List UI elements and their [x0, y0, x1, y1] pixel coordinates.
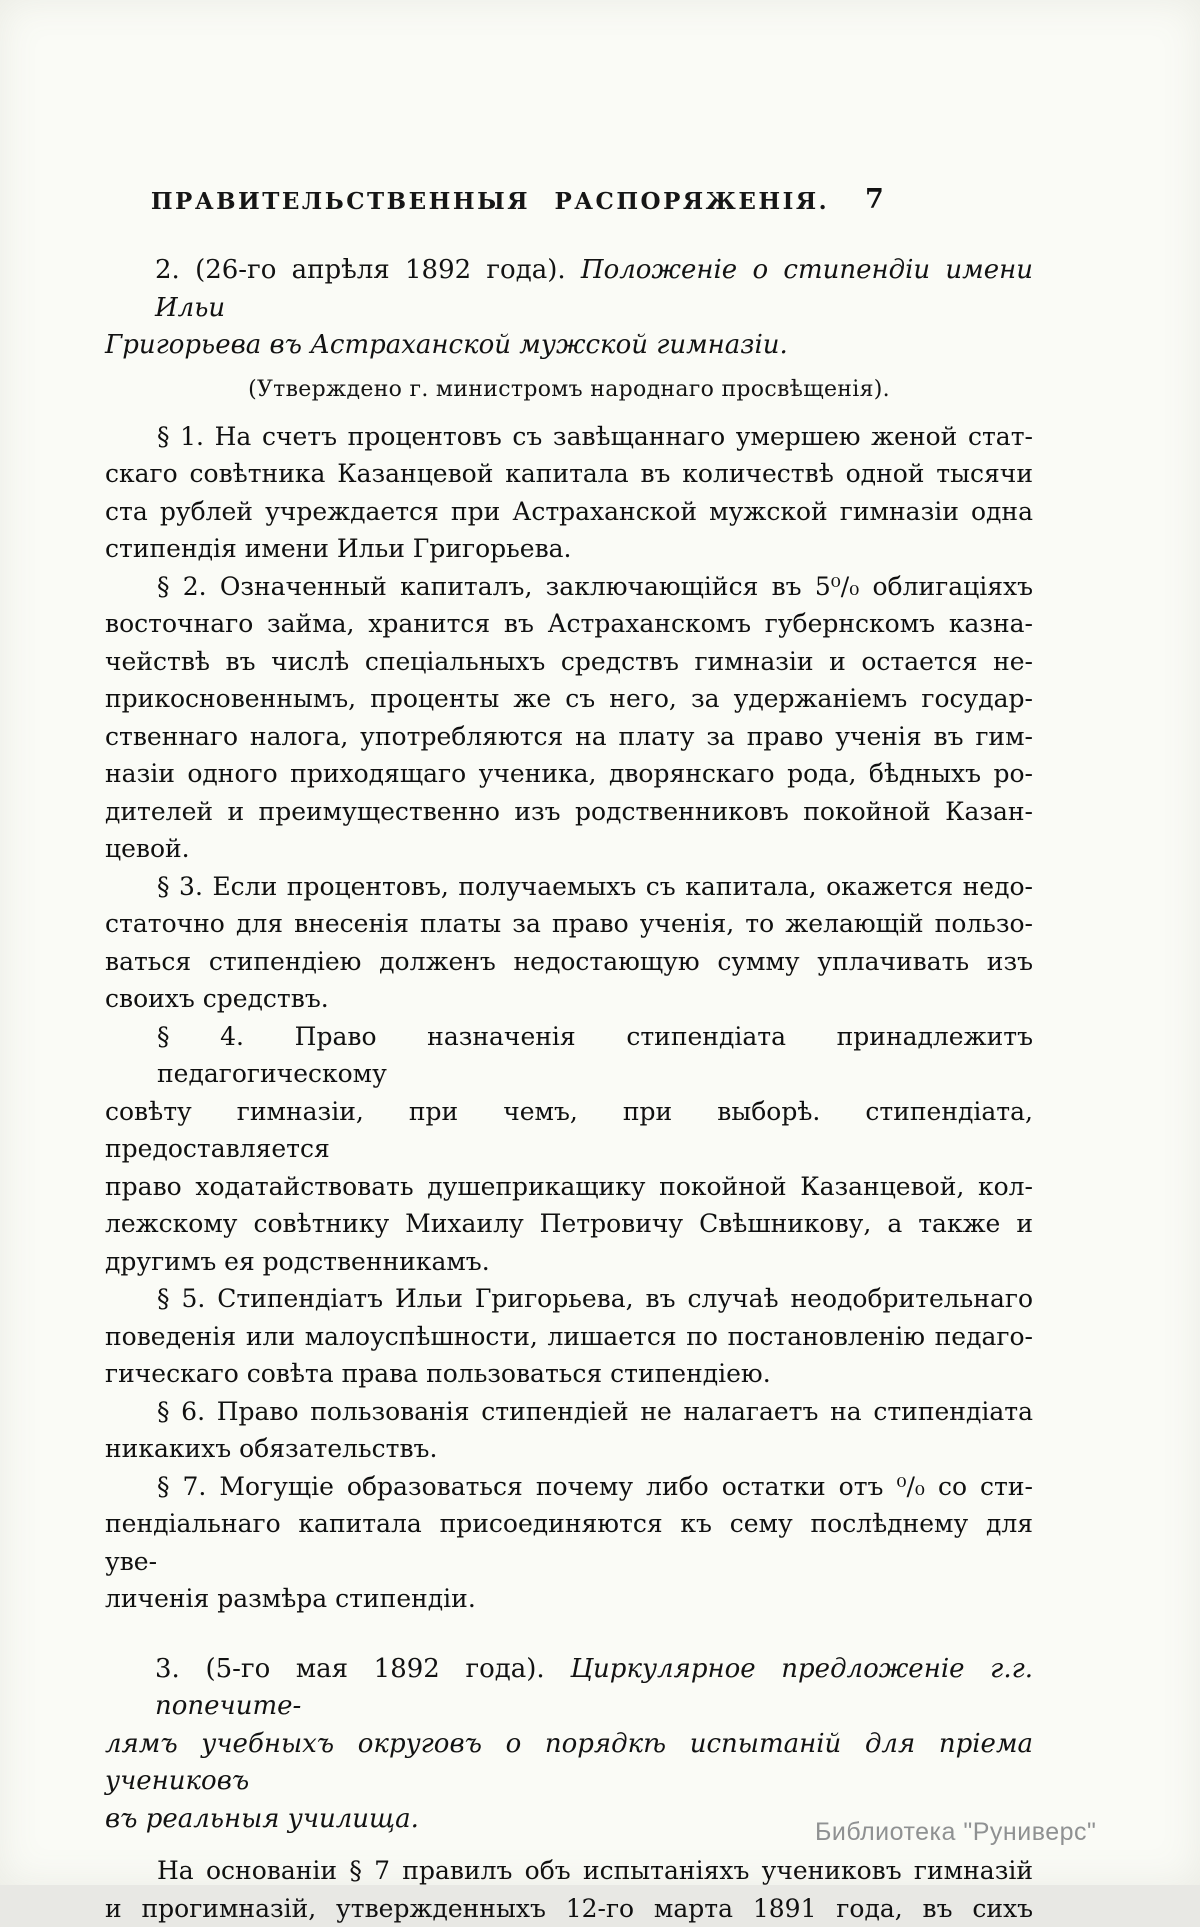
text-line: лежскому совѣтнику Михаилу Петровичу Свѣшникову, а также и: [105, 1205, 1033, 1243]
text-line: § 1. На счетъ процентовъ съ завѣщаннаго умершею женой стат-: [105, 418, 1033, 456]
section-3-heading-line-3: въ реальныя училища.: [105, 1801, 1033, 1839]
text-line: и прогимназій, утвержденныхъ 12-го марта 1891 года, въ сихъ: [105, 1890, 1033, 1927]
section-3-heading-line-2: лямъ учебныхъ округовъ о порядкѣ испытаній для пріема учениковъ: [105, 1726, 1033, 1801]
text-line: § 7. Могущіе образоваться почему либо остатки отъ ⁰/₀ со сти-: [105, 1468, 1033, 1506]
running-title: ПРАВИТЕЛЬСТВЕННЫЯ РАСПОРЯЖЕНІЯ.: [105, 188, 875, 215]
text-column: [105, 188, 1033, 1927]
paragraph-section-7: [105, 1468, 1033, 1618]
text-line: ста рублей учреждается при Астраханской мужской гимназіи одна: [105, 493, 1033, 531]
text-line: дителей и преимущественно изъ родственниковъ покойной Казан-: [105, 793, 1033, 831]
paragraph-section-5: [105, 1280, 1033, 1393]
text-line: ваться стипендіею долженъ недостающую сумму уплачивать изъ: [105, 943, 1033, 981]
paragraph-section-6: [105, 1393, 1033, 1468]
text-line: ственнаго налога, употребляются на плату за право ученія въ гим-: [105, 718, 1033, 756]
section-2-title-start: Положеніе о стипендіи имени Ильи: [155, 255, 1033, 323]
text-line: § 3. Если процентовъ, получаемыхъ съ капитала, окажется недо-: [105, 868, 1033, 906]
text-line: цевой.: [105, 830, 1033, 868]
text-line: пендіальнаго капитала присоединяются къ сему послѣднему для уве-: [105, 1505, 1033, 1580]
text-line: поведенія или малоуспѣшности, лишается по постановленію педаго-: [105, 1318, 1033, 1356]
paragraph-continuing: [105, 1852, 1033, 1927]
text-line: скаго совѣтника Казанцевой капитала въ количествѣ одной тысячи: [105, 455, 1033, 493]
text-line: § 5. Стипендіатъ Ильи Григорьева, въ случаѣ неодобрительнаго: [105, 1280, 1033, 1318]
text-line: своихъ средствъ.: [105, 980, 1033, 1018]
paragraph-section-2: [105, 568, 1033, 868]
text-line: никакихъ обязательствъ.: [105, 1430, 1033, 1468]
library-watermark: Библиотека "Руниверс": [815, 1818, 1096, 1847]
section-2-heading-line-2: Григорьева въ Астраханской мужской гимназіи.: [105, 327, 1033, 365]
paragraph-section-4: [105, 1018, 1033, 1281]
text-line: чействѣ въ числѣ спеціальныхъ средствъ гимназіи и остается не-: [105, 643, 1033, 681]
text-line: стипендія имени Ильи Григорьева.: [105, 530, 1033, 568]
approval-note: (Утверждено г. министромъ народнаго просвѣщенія).: [105, 376, 1033, 404]
text-line: § 2. Означенный капиталъ, заключающійся въ 5⁰/₀ облигаціяхъ: [105, 568, 1033, 606]
section-3-heading-line-1: [105, 1651, 1033, 1726]
text-line: гическаго совѣта права пользоваться стипендіею.: [105, 1355, 1033, 1393]
text-line: § 6. Право пользованія стипендіей не налагаетъ на стипендіата: [105, 1393, 1033, 1431]
text-line: прикосновеннымъ, проценты же съ него, за удержаніемъ государ-: [105, 680, 1033, 718]
section-3-number-date: 3. (5-го мая 1892 года).: [155, 1654, 570, 1684]
page-number: 7: [865, 184, 884, 215]
section-2-heading-line-1: [105, 252, 1033, 327]
text-line: На основаніи § 7 правилъ объ испытаніяхъ учениковъ гимназій: [105, 1852, 1033, 1890]
section-2-number-date: 2. (26-го апрѣля 1892 года).: [155, 255, 581, 285]
text-line: статочно для внесенія платы за право ученія, то желающій пользо-: [105, 905, 1033, 943]
paragraph-section-3: [105, 868, 1033, 1018]
text-line: § 4. Право назначенія стипендіата принадлежитъ педагогическому: [105, 1018, 1033, 1093]
section-2-heading: [105, 252, 1033, 365]
text-line: восточнаго займа, хранится въ Астраханскомъ губернскомъ казна-: [105, 605, 1033, 643]
text-line: личенія размѣра стипендіи.: [105, 1580, 1033, 1618]
section-3-heading: [105, 1651, 1033, 1839]
section-3-title-start: Циркулярное предложеніе г.г. попечите-: [155, 1654, 1033, 1722]
text-line: право ходатайствовать душеприкащику покойной Казанцевой, кол-: [105, 1168, 1033, 1206]
page-header: [105, 188, 1033, 214]
text-line: совѣту гимназіи, при чемъ, при выборѣ. стипендіата, предоставляется: [105, 1093, 1033, 1168]
text-line: назіи одного приходящаго ученика, дворянскаго рода, бѣдныхъ ро-: [105, 755, 1033, 793]
paragraph-section-1: [105, 418, 1033, 568]
text-line: другимъ ея родственникамъ.: [105, 1243, 1033, 1281]
